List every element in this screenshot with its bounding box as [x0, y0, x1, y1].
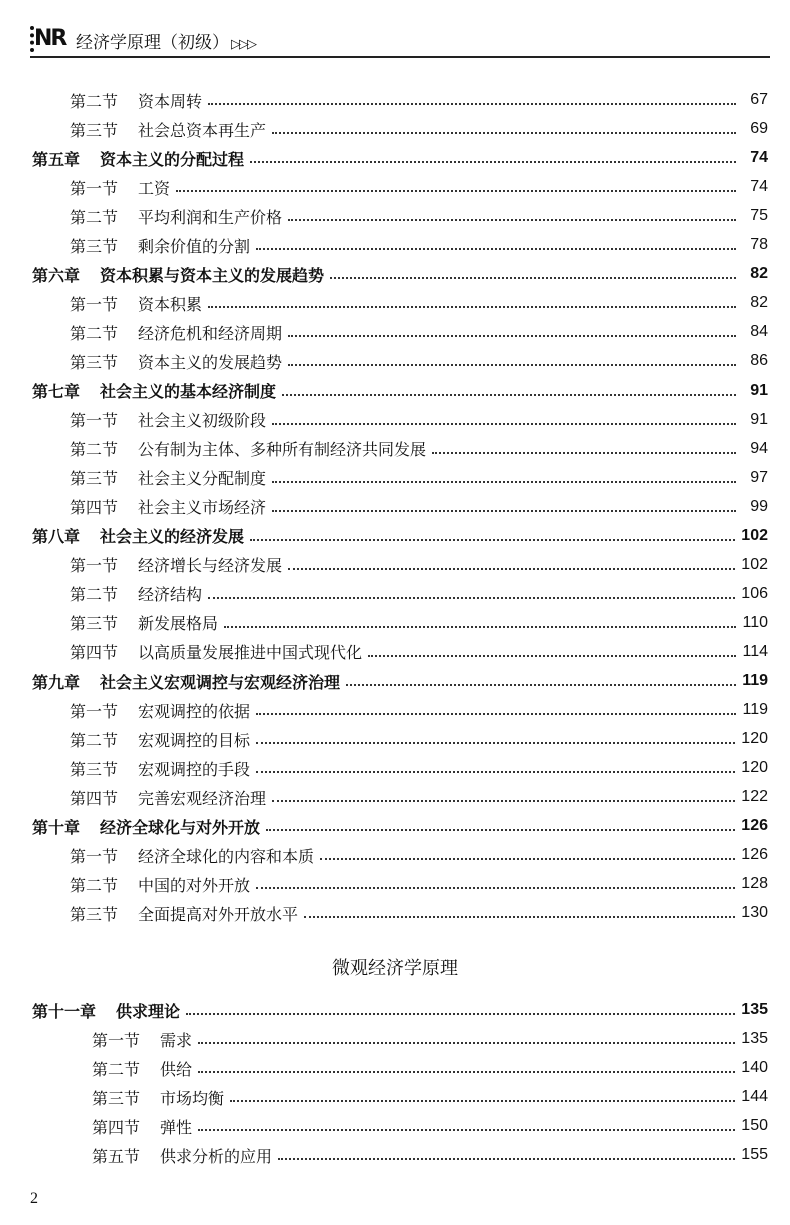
toc-entry-title: 经济增长与经济发展: [138, 556, 283, 576]
toc-section-row[interactable]: [70, 609, 768, 637]
toc-entry-title: 经济全球化的内容和本质: [138, 846, 315, 866]
leader-dots: [368, 653, 736, 657]
toc-entry-page: 140: [741, 1059, 768, 1077]
toc-entry-title: 社会总资本再生产: [138, 120, 267, 140]
toc-entry-page: 75: [750, 207, 768, 225]
leader-dots: [278, 1156, 735, 1160]
toc-section-row[interactable]: [70, 551, 768, 579]
leader-dots: [256, 711, 736, 715]
toc-entry-number: 第四节: [70, 788, 119, 808]
toc-entry-number: 第二节: [70, 875, 119, 895]
toc-entry-number: 第十一章: [32, 1001, 97, 1021]
toc-entry-number: 第三节: [70, 904, 119, 924]
toc-entry-title: 宏观调控的手段: [138, 759, 251, 779]
toc-entry-page: 114: [742, 642, 768, 660]
page-number: 2: [30, 1190, 38, 1207]
toc-entry-number: 第四节: [70, 498, 119, 518]
leader-dots: [198, 1040, 735, 1044]
toc-entry-number: 第三节: [70, 236, 119, 256]
toc-entry-page: 94: [750, 439, 768, 457]
toc-entry-page: 150: [741, 1117, 768, 1135]
toc-entry-title: 社会主义市场经济: [138, 498, 267, 518]
toc-entry-page: 86: [750, 352, 768, 370]
toc-entry-number: 第二节: [70, 730, 119, 750]
toc-entry-number: 第三节: [70, 614, 119, 634]
toc-entry-page: 120: [741, 730, 768, 748]
leader-dots: [330, 275, 736, 279]
toc-entry-page: 84: [750, 323, 768, 341]
toc-section-row[interactable]: [70, 347, 768, 375]
leader-dots: [256, 246, 736, 250]
toc-section-row[interactable]: [70, 86, 768, 114]
toc-entry-page: 130: [741, 904, 768, 922]
leader-dots: [198, 1127, 735, 1131]
toc-chapter-row[interactable]: [32, 260, 768, 288]
toc-entry-page: 144: [741, 1088, 768, 1106]
toc-entry-title: 宏观调控的依据: [138, 701, 251, 721]
toc-entry-number: 第三节: [70, 120, 119, 140]
toc-entry-title: 社会主义初级阶段: [138, 411, 267, 431]
leader-dots: [250, 159, 736, 163]
toc-chapter-row[interactable]: [32, 144, 768, 172]
toc-entry-page: 155: [741, 1146, 768, 1164]
leader-dots: [224, 624, 736, 628]
leader-dots: [176, 188, 736, 192]
toc-entry-title: 供求理论: [116, 1001, 181, 1021]
toc-entry-number: 第二节: [70, 440, 119, 460]
toc-entry-page: 135: [741, 1030, 768, 1048]
toc-entry-number: 第一节: [70, 294, 119, 314]
toc-entry-number: 第三节: [70, 759, 119, 779]
toc-entry-title: 经济结构: [138, 585, 203, 605]
toc-entry-title: 社会主义宏观调控与宏观经济治理: [100, 672, 341, 692]
toc-entry-page: 97: [750, 468, 768, 486]
toc-entry-number: 第一节: [70, 701, 119, 721]
toc-section-row[interactable]: [70, 115, 768, 143]
toc-entry-page: 122: [741, 788, 768, 806]
toc-entry-title: 平均利润和生产价格: [138, 207, 283, 227]
leader-dots: [208, 595, 735, 599]
publisher-logo: NR: [30, 26, 72, 52]
toc-chapter-row[interactable]: [32, 812, 768, 840]
toc-section-row[interactable]: [70, 318, 768, 346]
toc-entry-page: 106: [741, 584, 768, 602]
toc-entry-number: 第三节: [92, 1088, 141, 1108]
toc-entry-page: 126: [741, 817, 768, 835]
toc-section-row[interactable]: [70, 493, 768, 521]
toc-entry-page: 67: [750, 91, 768, 108]
toc-entry-page: 78: [750, 236, 768, 254]
toc-entry-page: 119: [742, 672, 768, 689]
toc-entry-number: 第五章: [32, 149, 81, 169]
leader-dots: [256, 769, 735, 773]
toc-entry-page: 99: [750, 497, 768, 515]
toc-entry-title: 资本主义的发展趋势: [138, 352, 283, 372]
leader-dots: [346, 682, 736, 686]
toc-entry-number: 第八章: [32, 527, 81, 547]
toc-entry-title: 经济全球化与对外开放: [100, 817, 261, 837]
leader-dots: [288, 333, 736, 337]
part-title: 微观经济学原理: [332, 958, 458, 979]
toc-entry-title: 公有制为主体、多种所有制经济共同发展: [138, 440, 427, 460]
toc-entry-title: 社会主义的经济发展: [100, 527, 245, 547]
toc-entry-number: 第一节: [70, 411, 119, 431]
toc-section-row[interactable]: [92, 1025, 768, 1053]
toc-entry-title: 新发展格局: [138, 614, 219, 634]
toc-section-row[interactable]: [92, 1141, 768, 1169]
toc-entry-title: 工资: [138, 178, 171, 198]
toc-entry-title: 市场均衡: [160, 1088, 225, 1108]
toc-entry-number: 第二节: [70, 207, 119, 227]
toc-section-row[interactable]: [92, 1054, 768, 1082]
toc-entry-page: 82: [750, 294, 768, 312]
leader-dots: [432, 450, 736, 454]
toc-section-row[interactable]: [70, 231, 768, 259]
toc-section-row[interactable]: [70, 696, 768, 724]
toc-section-row[interactable]: [70, 870, 768, 898]
toc-entry-title: 中国的对外开放: [138, 875, 251, 895]
toc-entry-number: 第二节: [70, 323, 119, 343]
leader-dots: [320, 856, 735, 860]
toc-entry-title: 全面提高对外开放水平: [138, 904, 299, 924]
toc-entry-number: 第二节: [92, 1059, 141, 1079]
toc-entry-number: 第四节: [70, 643, 119, 663]
toc-entry-title: 需求: [160, 1030, 193, 1050]
toc-entry-number: 第六章: [32, 265, 81, 285]
leader-dots: [272, 798, 735, 802]
toc-section-row[interactable]: [70, 173, 768, 201]
leader-dots: [208, 304, 736, 308]
toc-entry-title: 以高质量发展推进中国式现代化: [138, 643, 363, 663]
toc-section-row[interactable]: [92, 1083, 768, 1111]
toc-section-row[interactable]: [70, 202, 768, 230]
toc-entry-page: 110: [742, 613, 768, 631]
leader-dots: [272, 421, 736, 425]
toc-entry-page: 82: [750, 265, 768, 283]
leader-dots: [288, 362, 736, 366]
toc-entry-page: 102: [741, 526, 768, 544]
toc-section-row[interactable]: [92, 1112, 768, 1140]
toc-entry-page: 128: [741, 875, 768, 893]
leader-dots: [266, 827, 735, 831]
book-title: 经济学原理（初级） ▷▷▷: [76, 33, 255, 53]
toc-entry-number: 第七章: [32, 382, 81, 401]
leader-dots: [250, 537, 735, 541]
toc-entry-number: 第四节: [92, 1117, 141, 1137]
toc-entry-title: 资本主义的分配过程: [100, 149, 245, 169]
leader-dots: [198, 1069, 735, 1073]
leader-dots: [256, 740, 735, 744]
toc-chapter-row[interactable]: [32, 377, 768, 405]
toc-entry-number: 第三节: [70, 352, 119, 372]
toc-chapter-row[interactable]: [32, 522, 768, 550]
toc-entry-title: 资本周转: [138, 91, 203, 111]
toc-entry-page: 74: [750, 149, 768, 167]
toc-section-row[interactable]: [70, 580, 768, 608]
toc-section-row[interactable]: [70, 638, 768, 666]
leader-dots: [230, 1098, 735, 1102]
toc-entry-number: 第一节: [70, 846, 119, 866]
toc-entry-title: 供给: [160, 1059, 193, 1079]
toc-entry-title: 社会主义分配制度: [138, 469, 267, 489]
toc-entry-number: 第一节: [70, 556, 119, 576]
toc-entry-title: 完善宏观经济治理: [138, 788, 267, 808]
toc-entry-number: 第一节: [70, 178, 119, 198]
toc-entry-number: 第二节: [70, 585, 119, 605]
leader-dots: [272, 508, 736, 512]
toc-entry-page: 119: [742, 701, 768, 719]
toc-entry-title: 经济危机和经济周期: [138, 323, 283, 343]
toc-section-row[interactable]: [70, 841, 768, 869]
toc-entry-number: 第十章: [32, 817, 81, 837]
toc-entry-title: 剩余价值的分割: [138, 236, 251, 256]
toc-entry-title: 弹性: [160, 1117, 193, 1137]
leader-dots: [288, 566, 735, 570]
leader-dots: [304, 914, 735, 918]
toc-entry-title: 宏观调控的目标: [138, 730, 251, 750]
leader-dots: [186, 1011, 735, 1015]
leader-dots: [208, 101, 736, 105]
toc-section-row[interactable]: [70, 289, 768, 317]
toc-section-row[interactable]: [70, 899, 768, 927]
toc-entry-number: 第三节: [70, 469, 119, 489]
toc-entry-page: 120: [741, 759, 768, 777]
toc-entry-page: 69: [750, 120, 768, 138]
toc-section-row[interactable]: [70, 725, 768, 753]
toc-entry-number: 第九章: [32, 672, 81, 692]
leader-dots: [256, 885, 735, 889]
toc-entry-page: 91: [750, 381, 768, 399]
toc-section-row[interactable]: [70, 783, 768, 811]
toc-entry-title: 社会主义的基本经济制度: [100, 382, 277, 401]
toc-entry-number: 第五节: [92, 1146, 141, 1166]
leader-dots: [272, 479, 736, 483]
toc-chapter-row[interactable]: [32, 996, 768, 1024]
toc-entry-number: 第二节: [70, 91, 119, 111]
toc-section-row[interactable]: [70, 464, 768, 492]
toc-entry-title: 资本积累与资本主义的发展趋势: [100, 265, 325, 285]
leader-dots: [288, 217, 736, 221]
toc-chapter-row[interactable]: [32, 667, 768, 695]
toc-entry-page: 126: [741, 846, 768, 864]
toc-entry-title: 供求分析的应用: [160, 1146, 273, 1166]
toc-entry-number: 第一节: [92, 1030, 141, 1050]
leader-dots: [282, 392, 736, 396]
toc-entry-page: 135: [741, 1001, 768, 1018]
toc-entry-page: 74: [750, 178, 768, 196]
toc-section-row[interactable]: [70, 754, 768, 782]
leader-dots: [272, 130, 736, 134]
toc-entry-page: 102: [741, 555, 768, 573]
toc-entry-title: 资本积累: [138, 294, 203, 314]
toc-section-row[interactable]: [70, 435, 768, 463]
arrows-icon: ▷▷▷: [231, 37, 255, 52]
toc-entry-page: 91: [750, 410, 768, 428]
running-header: [30, 22, 770, 58]
toc-section-row[interactable]: [70, 406, 768, 434]
